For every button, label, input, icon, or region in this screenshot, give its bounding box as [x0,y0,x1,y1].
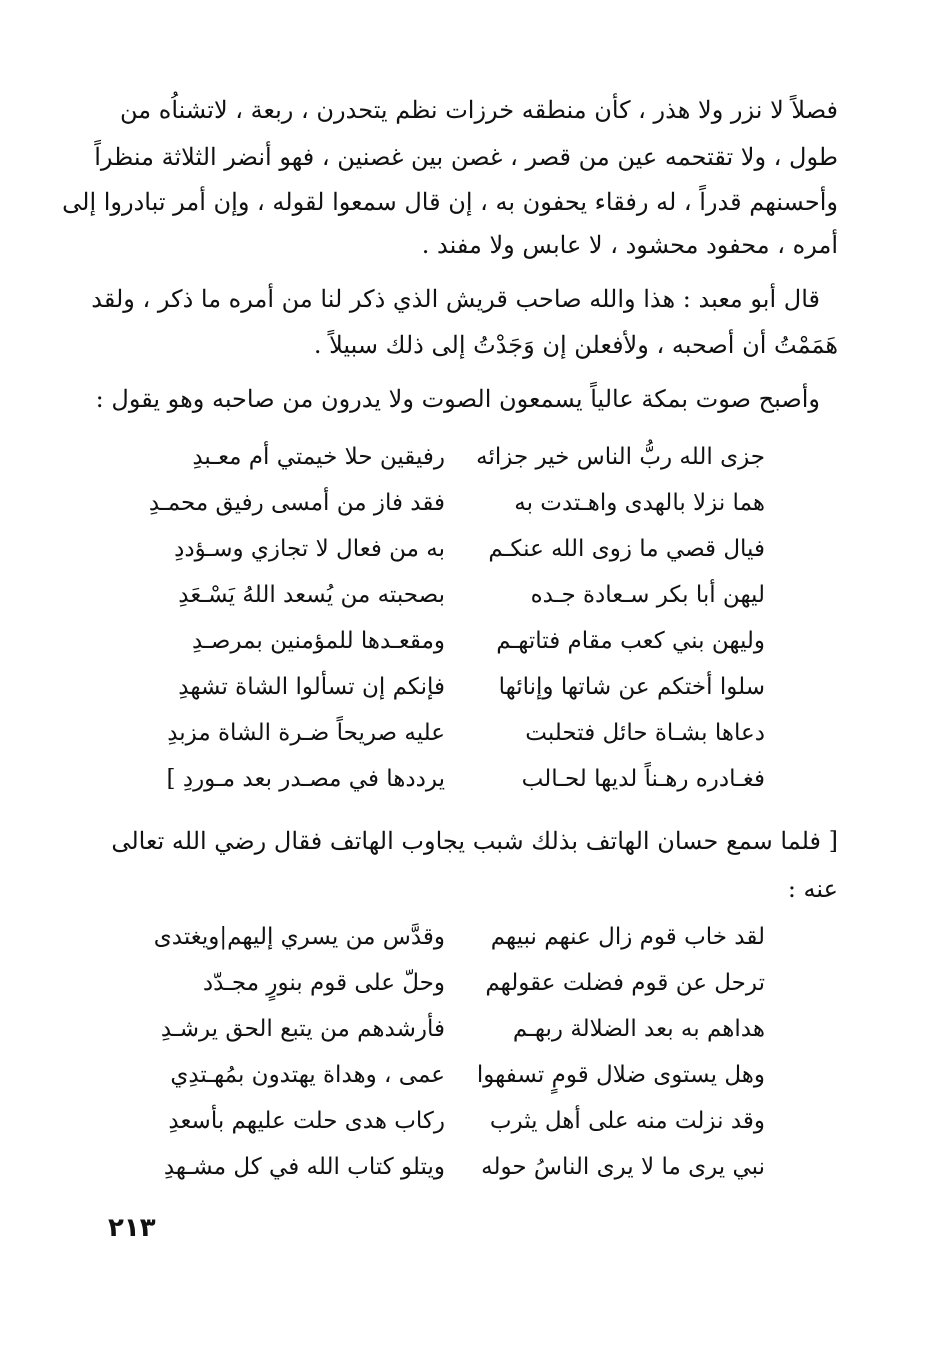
poem-verse [0,966,950,1000]
prose-line: طول ، ولا تقتحمه عين من قصر ، غصن بين غصنين ، فهو أنضر الثلاثة منظراً [94,143,838,171]
poem-verse [0,578,950,612]
poem-verse [0,1150,950,1184]
poem-verse [0,716,950,750]
verse-second-hemistich: بصحبته من يُسعد اللهُ يَسْـعَدِ [178,582,445,608]
poem-verse [0,440,950,474]
verse-second-hemistich: وقدَّس من يسري إليهم|ويغتدى [153,924,445,950]
poem-verse [0,1012,950,1046]
poem-verse [0,920,950,954]
verse-first-hemistich: لقد خاب قوم زال عنهم نبيهم [490,924,765,950]
prose-line: أمره ، محفود محشود ، لا عابس ولا مفند . [421,231,838,259]
poem-verse [0,1104,950,1138]
poem-verse [0,624,950,658]
prose-line: فصلاً لا نزر ولا هذر ، كأن منطقه خرزات نظم يتحدرن ، ربعة ، لاتشناُه من [120,96,838,124]
verse-second-hemistich: فإنكم إن تسألوا الشاة تشهدِ [178,674,445,700]
prose-line: عنه : [787,875,838,903]
verse-first-hemistich: فغـادره رهـناً لديها لحـالب [521,766,765,792]
verse-first-hemistich: وهل يستوى ضلال قومٍ تسفهوا [476,1062,765,1088]
prose-line: هَمَمْتُ أن أصحبه ، ولأفعلن إن وَجَدْتُ إلى ذلك سبيلاً . [313,331,838,359]
poem-verse [0,486,950,520]
verse-second-hemistich: عمى ، وهداة يهتدون بمُهـتدِي [170,1062,445,1088]
prose-line: وأصبح صوت بمكة عالياً يسمعون الصوت ولا يدرون من صاحبه وهو يقول : [95,385,820,413]
page-number: ٢١٣ [108,1213,156,1243]
prose-line: [ فلما سمع حسان الهاتف بذلك شبب يجاوب الهاتف فقال رضي الله تعالى [111,827,838,855]
verse-first-hemistich: فيال قصي ما زوى الله عنكـم [488,536,765,562]
verse-second-hemistich: وحلّ على قوم بنورٍ مجـدّد [202,970,445,996]
verse-second-hemistich: عليه صريحاً ضـرة الشاة مزبدِ [167,720,445,746]
verse-second-hemistich: فقد فاز من أمسى رفيق محمـدِ [148,490,445,516]
verse-second-hemistich: رفيقين حلا خيمتي أم معـبدِ [192,444,445,470]
poem-verse [0,1058,950,1092]
verse-second-hemistich: ومقعـدها للمؤمنين بمرصـدِ [192,628,445,654]
verse-second-hemistich: ركاب هدى حلت عليهم بأسعدِ [168,1108,445,1134]
verse-second-hemistich: فأرشدهم من يتبع الحق يرشـدِ [160,1016,445,1042]
prose-line: قال أبو معبد : هذا والله صاحب قريش الذي ذكر لنا من أمره ما ذكر ، ولقد [91,285,820,313]
verse-first-hemistich: دعاها بشـاة حائل فتحلبت [525,720,765,746]
verse-first-hemistich: سلوا أختكم عن شاتها وإنائها [498,674,765,700]
verse-first-hemistich: وقد نزلت منه على أهل يثرب [489,1108,765,1134]
verse-first-hemistich: ليهن أبا بكر سـعادة جـده [530,582,765,608]
verse-first-hemistich: وليهن بني كعب مقام فتاتهـم [496,628,765,654]
verse-first-hemistich: هداهم به بعد الضلالة ربهـم [512,1016,765,1042]
poem-verse [0,532,950,566]
verse-first-hemistich: جزى الله ربُّ الناس خير جزائه [476,444,765,470]
verse-first-hemistich: نبي يرى ما لا يرى الناسُ حوله [481,1154,765,1180]
verse-second-hemistich: يرددها في مصـدر بعد مـوردِ ] [166,766,445,792]
poem-verse [0,762,950,796]
verse-first-hemistich: ترحل عن قوم فضلت عقولهم [485,970,765,996]
verse-second-hemistich: ويتلو كتاب الله في كل مشـهدِ [163,1154,445,1180]
verse-first-hemistich: هما نزلا بالهدى واهـتدت به [514,490,765,516]
prose-line: وأحسنهم قدراً ، له رفقاء يحفون به ، إن قال سمعوا لقوله ، وإن أمر تبادروا إلى [62,188,838,216]
poem-verse [0,670,950,704]
verse-second-hemistich: به من فعال لا تجازي وسـؤددِ [174,536,445,562]
